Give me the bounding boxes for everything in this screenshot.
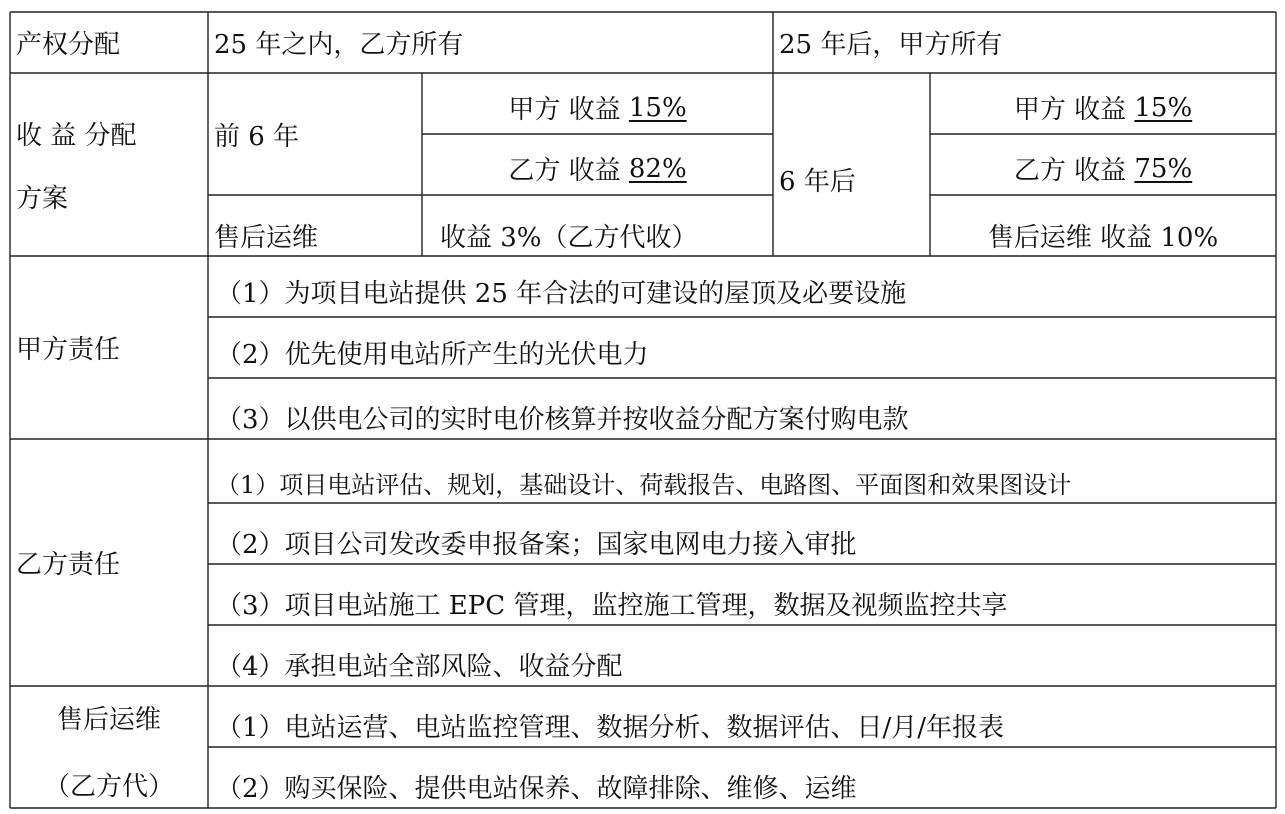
after6-party-a-revenue bbox=[930, 73, 1276, 134]
om-first6: 收益 3%（乙方代收） bbox=[440, 223, 698, 253]
party-a-item: （1）为项目电站提供 25 年合法的可建设的屋顶及必要设施 bbox=[216, 279, 907, 309]
revenue-word: 收益 bbox=[568, 95, 621, 125]
first6-party-a-pct: 15% bbox=[628, 92, 687, 123]
ownership-label: 产权分配 bbox=[16, 30, 121, 60]
party-b-item: （1）项目电站评估、规划，基础设计、荷载报告、电路图、平面图和效果图设计 bbox=[216, 470, 1072, 499]
party-a-label: 甲方责任 bbox=[16, 335, 121, 365]
revenue-label bbox=[10, 73, 208, 256]
after-sales-label-line2: （乙方代） bbox=[43, 772, 174, 802]
after-sales-item: （2）购买保险、提供电站保养、故障排除、维修、运维 bbox=[216, 774, 857, 804]
revenue-word: 收益 bbox=[1074, 95, 1127, 125]
revenue-word: 收益 bbox=[1074, 156, 1127, 186]
after-sales-item: （1）电站运营、电站监控管理、数据分析、数据评估、日/月/年报表 bbox=[216, 713, 1005, 743]
party-b-item: （4）承担电站全部风险、收益分配 bbox=[216, 652, 623, 682]
revenue-label-line2: 方案 bbox=[16, 183, 69, 214]
after6-party-b-revenue bbox=[930, 134, 1276, 195]
om-after6: 售后运维 收益 10% bbox=[987, 223, 1219, 253]
party-b-item: （2）项目公司发改委申报备案；国家电网电力接入审批 bbox=[216, 530, 857, 560]
om-label: 售后运维 bbox=[214, 223, 319, 253]
revenue-word: 收益 bbox=[568, 156, 621, 186]
party-a-item: （2）优先使用电站所产生的光伏电力 bbox=[216, 340, 649, 370]
party-a-label: 甲方 bbox=[1013, 95, 1066, 125]
party-b-label: 乙方 bbox=[1013, 156, 1066, 186]
after6-party-a-pct: 15% bbox=[1134, 92, 1193, 123]
ownership-after-25: 25 年后，甲方所有 bbox=[779, 30, 1003, 60]
first6-party-b-revenue bbox=[422, 134, 773, 195]
party-b-label: 乙方责任 bbox=[16, 550, 121, 580]
party-b-label: 乙方 bbox=[508, 156, 561, 186]
party-a-item: （3）以供电公司的实时电价核算并按收益分配方案付购电款 bbox=[216, 405, 909, 435]
first6-party-a-revenue bbox=[422, 73, 773, 134]
revenue-label-line1: 收 益 分配 bbox=[16, 120, 137, 151]
first-six-years: 前 6 年 bbox=[214, 121, 300, 152]
after-sales-label-line1: 售后运维 bbox=[56, 705, 161, 735]
after-six-years: 6 年后 bbox=[779, 167, 856, 197]
ownership-within-25: 25 年之内，乙方所有 bbox=[214, 30, 464, 60]
after6-party-b-pct: 75% bbox=[1134, 153, 1193, 184]
party-b-item: （3）项目电站施工 EPC 管理，监控施工管理，数据及视频监控共享 bbox=[216, 591, 1008, 621]
party-a-label: 甲方 bbox=[508, 95, 561, 125]
first6-party-b-pct: 82% bbox=[628, 153, 687, 184]
after-sales-label bbox=[10, 686, 208, 808]
